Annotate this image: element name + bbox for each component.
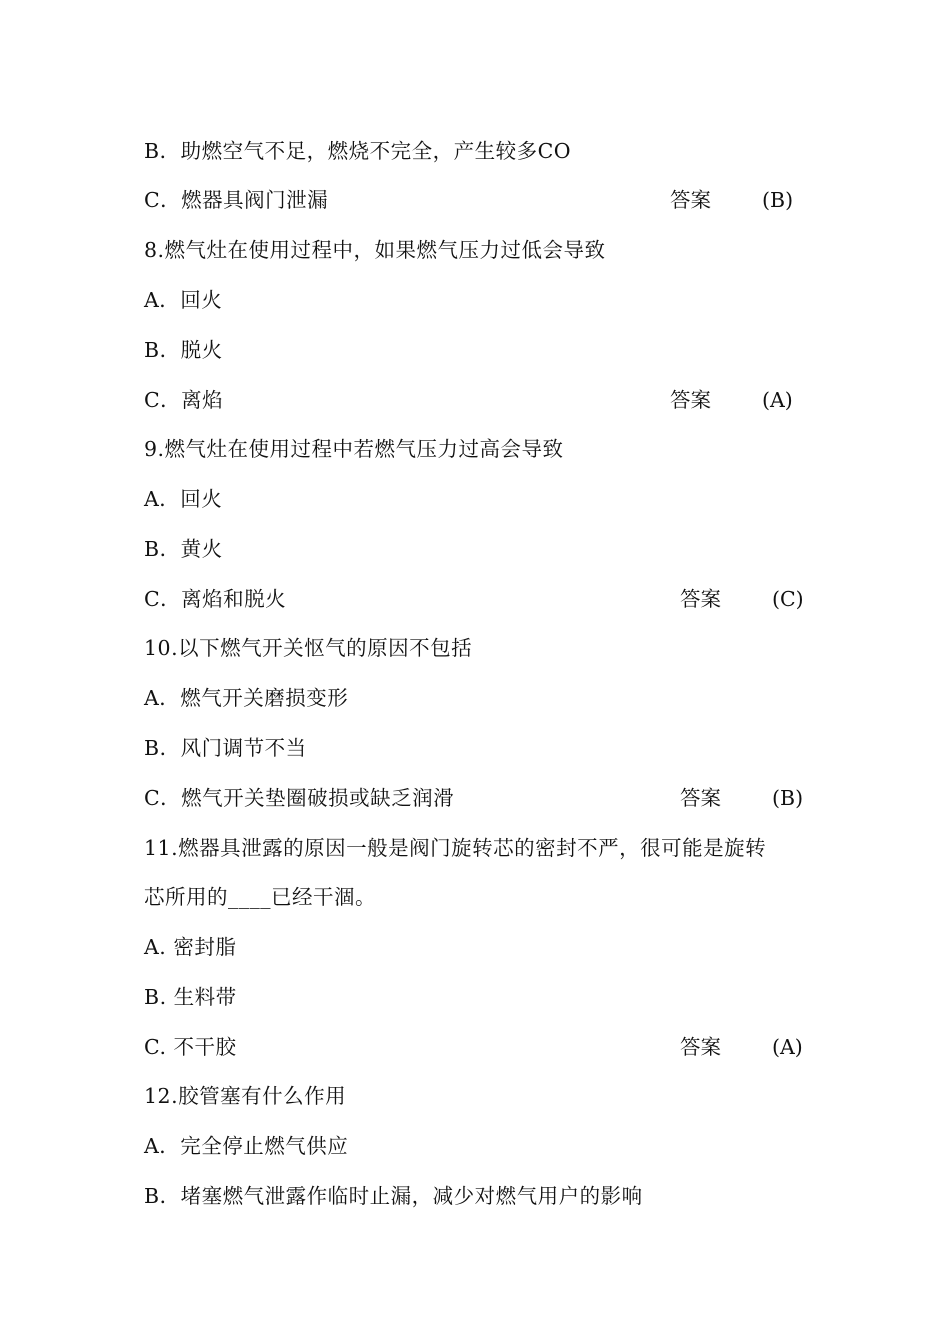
question-12: 12.胶管塞有什么作用 <box>144 1084 347 1108</box>
answer-label: 答案 <box>680 786 721 810</box>
option-b-line: B. 生料带 <box>144 985 237 1009</box>
option-b-line: B．黄火 <box>144 537 223 561</box>
option-a-line: A．回火 <box>144 487 223 511</box>
answer-value: (C) <box>772 587 804 611</box>
question-9: 9.燃气灶在使用过程中若燃气压力过高会导致 <box>144 437 564 461</box>
option-c-line: C．离焰 <box>144 388 224 412</box>
question-10: 10.以下燃气开关怄气的原因不包括 <box>144 636 473 660</box>
option-a-line: A．回火 <box>144 288 223 312</box>
option-c-line: C．燃气开关垫圈破损或缺乏润滑 <box>144 786 455 810</box>
answer-label: 答案 <box>680 1035 721 1059</box>
option-c-line: C．燃器具阀门泄漏 <box>144 188 329 212</box>
answer-value: (A) <box>762 388 793 412</box>
answer-label: 答案 <box>680 587 721 611</box>
option-b-line: B．风门调节不当 <box>144 736 307 760</box>
answer-value: (B) <box>762 188 794 212</box>
question-11: 11.燃器具泄露的原因一般是阀门旋转芯的密封不严，很可能是旋转 <box>144 836 767 860</box>
answer-value: (B) <box>772 786 804 810</box>
option-a-line: A．燃气开关磨损变形 <box>144 686 349 710</box>
option-b-line: B．堵塞燃气泄露作临时止漏，减少对燃气用户的影响 <box>144 1184 643 1208</box>
question-8: 8.燃气灶在使用过程中，如果燃气压力过低会导致 <box>144 238 606 262</box>
option-b-line: B．脱火 <box>144 338 223 362</box>
answer-value: (A) <box>772 1035 803 1059</box>
option-b-line: B．助燃空气不足，燃烧不完全，产生较多CO <box>144 139 572 163</box>
option-c-line: C. 不干胶 <box>144 1035 237 1059</box>
option-a-line: A. 密封脂 <box>144 935 237 959</box>
answer-label: 答案 <box>670 188 711 212</box>
option-a-line: A．完全停止燃气供应 <box>144 1134 349 1158</box>
option-c-line: C．离焰和脱火 <box>144 587 287 611</box>
question-11-continued: 芯所用的____已经干涸。 <box>144 885 376 909</box>
answer-label: 答案 <box>670 388 711 412</box>
